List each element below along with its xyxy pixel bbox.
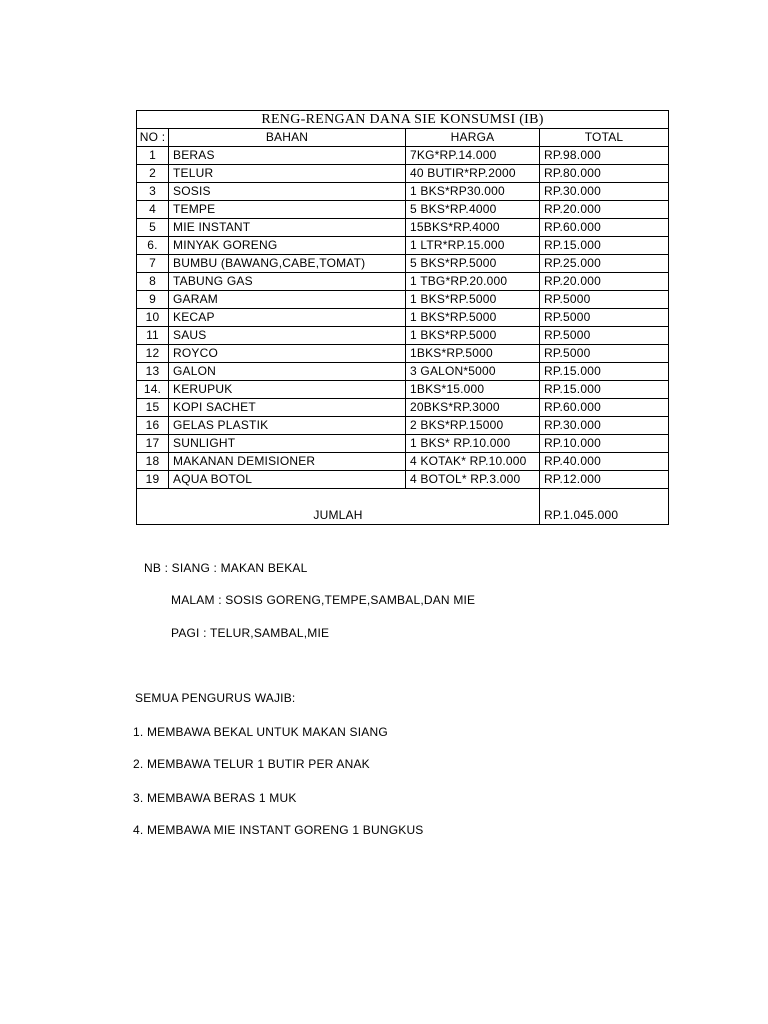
row-bahan: MINYAK GORENG	[169, 237, 406, 255]
table-title: RENG-RENGAN DANA SIE KONSUMSI (IB)	[137, 111, 669, 129]
row-harga: 1 BKS*RP.5000	[406, 291, 540, 309]
row-total: RP.15.000	[540, 237, 669, 255]
row-total: RP.20.000	[540, 273, 669, 291]
row-bahan: TABUNG GAS	[169, 273, 406, 291]
row-harga: 3 GALON*5000	[406, 363, 540, 381]
row-no: 15	[137, 399, 169, 417]
row-bahan: KERUPUK	[169, 381, 406, 399]
row-total: RP.15.000	[540, 363, 669, 381]
row-total: RP.12.000	[540, 471, 669, 489]
row-total: RP.20.000	[540, 201, 669, 219]
header-bahan: BAHAN	[169, 129, 406, 147]
row-harga: 1 TBG*RP.20.000	[406, 273, 540, 291]
row-no: 3	[137, 183, 169, 201]
row-harga: 1BKS*15.000	[406, 381, 540, 399]
row-bahan: TEMPE	[169, 201, 406, 219]
row-total: RP.5000	[540, 345, 669, 363]
table-row	[137, 219, 669, 237]
budget-table-body	[137, 111, 669, 525]
table-row	[137, 363, 669, 381]
row-no: 10	[137, 309, 169, 327]
row-no: 8	[137, 273, 169, 291]
row-no: 17	[137, 435, 169, 453]
obligations-heading: SEMUA PENGURUS WAJIB:	[135, 691, 296, 705]
row-no: 5	[137, 219, 169, 237]
row-harga: 1 BKS*RP30.000	[406, 183, 540, 201]
table-row	[137, 327, 669, 345]
row-harga: 4 BOTOL* RP.3.000	[406, 471, 540, 489]
table-row	[137, 255, 669, 273]
row-total: RP.5000	[540, 327, 669, 345]
row-harga: 1 BKS*RP.5000	[406, 309, 540, 327]
table-row	[137, 381, 669, 399]
row-harga: 1 LTR*RP.15.000	[406, 237, 540, 255]
row-no: 6.	[137, 237, 169, 255]
row-bahan: GELAS PLASTIK	[169, 417, 406, 435]
row-no: 4	[137, 201, 169, 219]
row-total: RP.5000	[540, 309, 669, 327]
row-no: 18	[137, 453, 169, 471]
row-bahan: BUMBU (BAWANG,CABE,TOMAT)	[169, 255, 406, 273]
table-title-row	[137, 111, 669, 129]
table-row	[137, 183, 669, 201]
row-no: 12	[137, 345, 169, 363]
table-row	[137, 399, 669, 417]
row-harga: 4 KOTAK* RP.10.000	[406, 453, 540, 471]
table-row	[137, 201, 669, 219]
obligation-item-1: 1. MEMBAWA BEKAL UNTUK MAKAN SIANG	[133, 725, 388, 739]
table-row	[137, 471, 669, 489]
row-total: RP.30.000	[540, 183, 669, 201]
row-total: RP.60.000	[540, 219, 669, 237]
row-total: RP.25.000	[540, 255, 669, 273]
row-bahan: MIE INSTANT	[169, 219, 406, 237]
obligation-item-3: 3. MEMBAWA BERAS 1 MUK	[133, 791, 297, 805]
row-total: RP.40.000	[540, 453, 669, 471]
table-row	[137, 165, 669, 183]
row-bahan: KOPI SACHET	[169, 399, 406, 417]
table-header-row	[137, 129, 669, 147]
row-total: RP.30.000	[540, 417, 669, 435]
row-harga: 5 BKS*RP.5000	[406, 255, 540, 273]
row-harga: 2 BKS*RP.15000	[406, 417, 540, 435]
header-total: TOTAL	[540, 129, 669, 147]
header-harga: HARGA	[406, 129, 540, 147]
row-bahan: GARAM	[169, 291, 406, 309]
row-bahan: KECAP	[169, 309, 406, 327]
row-no: 7	[137, 255, 169, 273]
row-total: RP.5000	[540, 291, 669, 309]
row-bahan: MAKANAN DEMISIONER	[169, 453, 406, 471]
jumlah-total: RP.1.045.000	[540, 489, 669, 525]
row-total: RP.60.000	[540, 399, 669, 417]
table-row	[137, 309, 669, 327]
row-total: RP.15.000	[540, 381, 669, 399]
row-no: 16	[137, 417, 169, 435]
row-bahan: TELUR	[169, 165, 406, 183]
budget-table	[136, 110, 669, 525]
jumlah-label: JUMLAH	[137, 489, 540, 525]
row-bahan: ROYCO	[169, 345, 406, 363]
row-harga: 1 BKS* RP.10.000	[406, 435, 540, 453]
table-row	[137, 417, 669, 435]
row-no: 13	[137, 363, 169, 381]
table-row	[137, 273, 669, 291]
row-bahan: GALON	[169, 363, 406, 381]
row-harga: 1BKS*RP.5000	[406, 345, 540, 363]
row-no: 9	[137, 291, 169, 309]
row-harga: 1 BKS*RP.5000	[406, 327, 540, 345]
row-bahan: BERAS	[169, 147, 406, 165]
header-no: NO :	[137, 129, 169, 147]
row-harga: 7KG*RP.14.000	[406, 147, 540, 165]
row-harga: 5 BKS*RP.4000	[406, 201, 540, 219]
row-harga: 15BKS*RP.4000	[406, 219, 540, 237]
row-total: RP.10.000	[540, 435, 669, 453]
row-harga: 40 BUTIR*RP.2000	[406, 165, 540, 183]
obligation-item-2: 2. MEMBAWA TELUR 1 BUTIR PER ANAK	[133, 757, 370, 771]
row-total: RP.98.000	[540, 147, 669, 165]
note-malam: MALAM : SOSIS GORENG,TEMPE,SAMBAL,DAN MIE	[171, 593, 476, 607]
table-row	[137, 435, 669, 453]
table-row	[137, 345, 669, 363]
row-bahan: AQUA BOTOL	[169, 471, 406, 489]
row-bahan: SOSIS	[169, 183, 406, 201]
row-no: 2	[137, 165, 169, 183]
row-harga: 20BKS*RP.3000	[406, 399, 540, 417]
note-siang: NB : SIANG : MAKAN BEKAL	[144, 561, 308, 575]
row-no: 14.	[137, 381, 169, 399]
table-row	[137, 453, 669, 471]
row-total: RP.80.000	[540, 165, 669, 183]
obligation-item-4: 4. MEMBAWA MIE INSTANT GORENG 1 BUNGKUS	[133, 823, 424, 837]
table-row	[137, 237, 669, 255]
row-bahan: SAUS	[169, 327, 406, 345]
table-row	[137, 147, 669, 165]
row-no: 19	[137, 471, 169, 489]
row-bahan: SUNLIGHT	[169, 435, 406, 453]
note-pagi: PAGI : TELUR,SAMBAL,MIE	[171, 626, 330, 640]
table-row	[137, 291, 669, 309]
row-no: 11	[137, 327, 169, 345]
row-no: 1	[137, 147, 169, 165]
total-row	[137, 489, 669, 525]
